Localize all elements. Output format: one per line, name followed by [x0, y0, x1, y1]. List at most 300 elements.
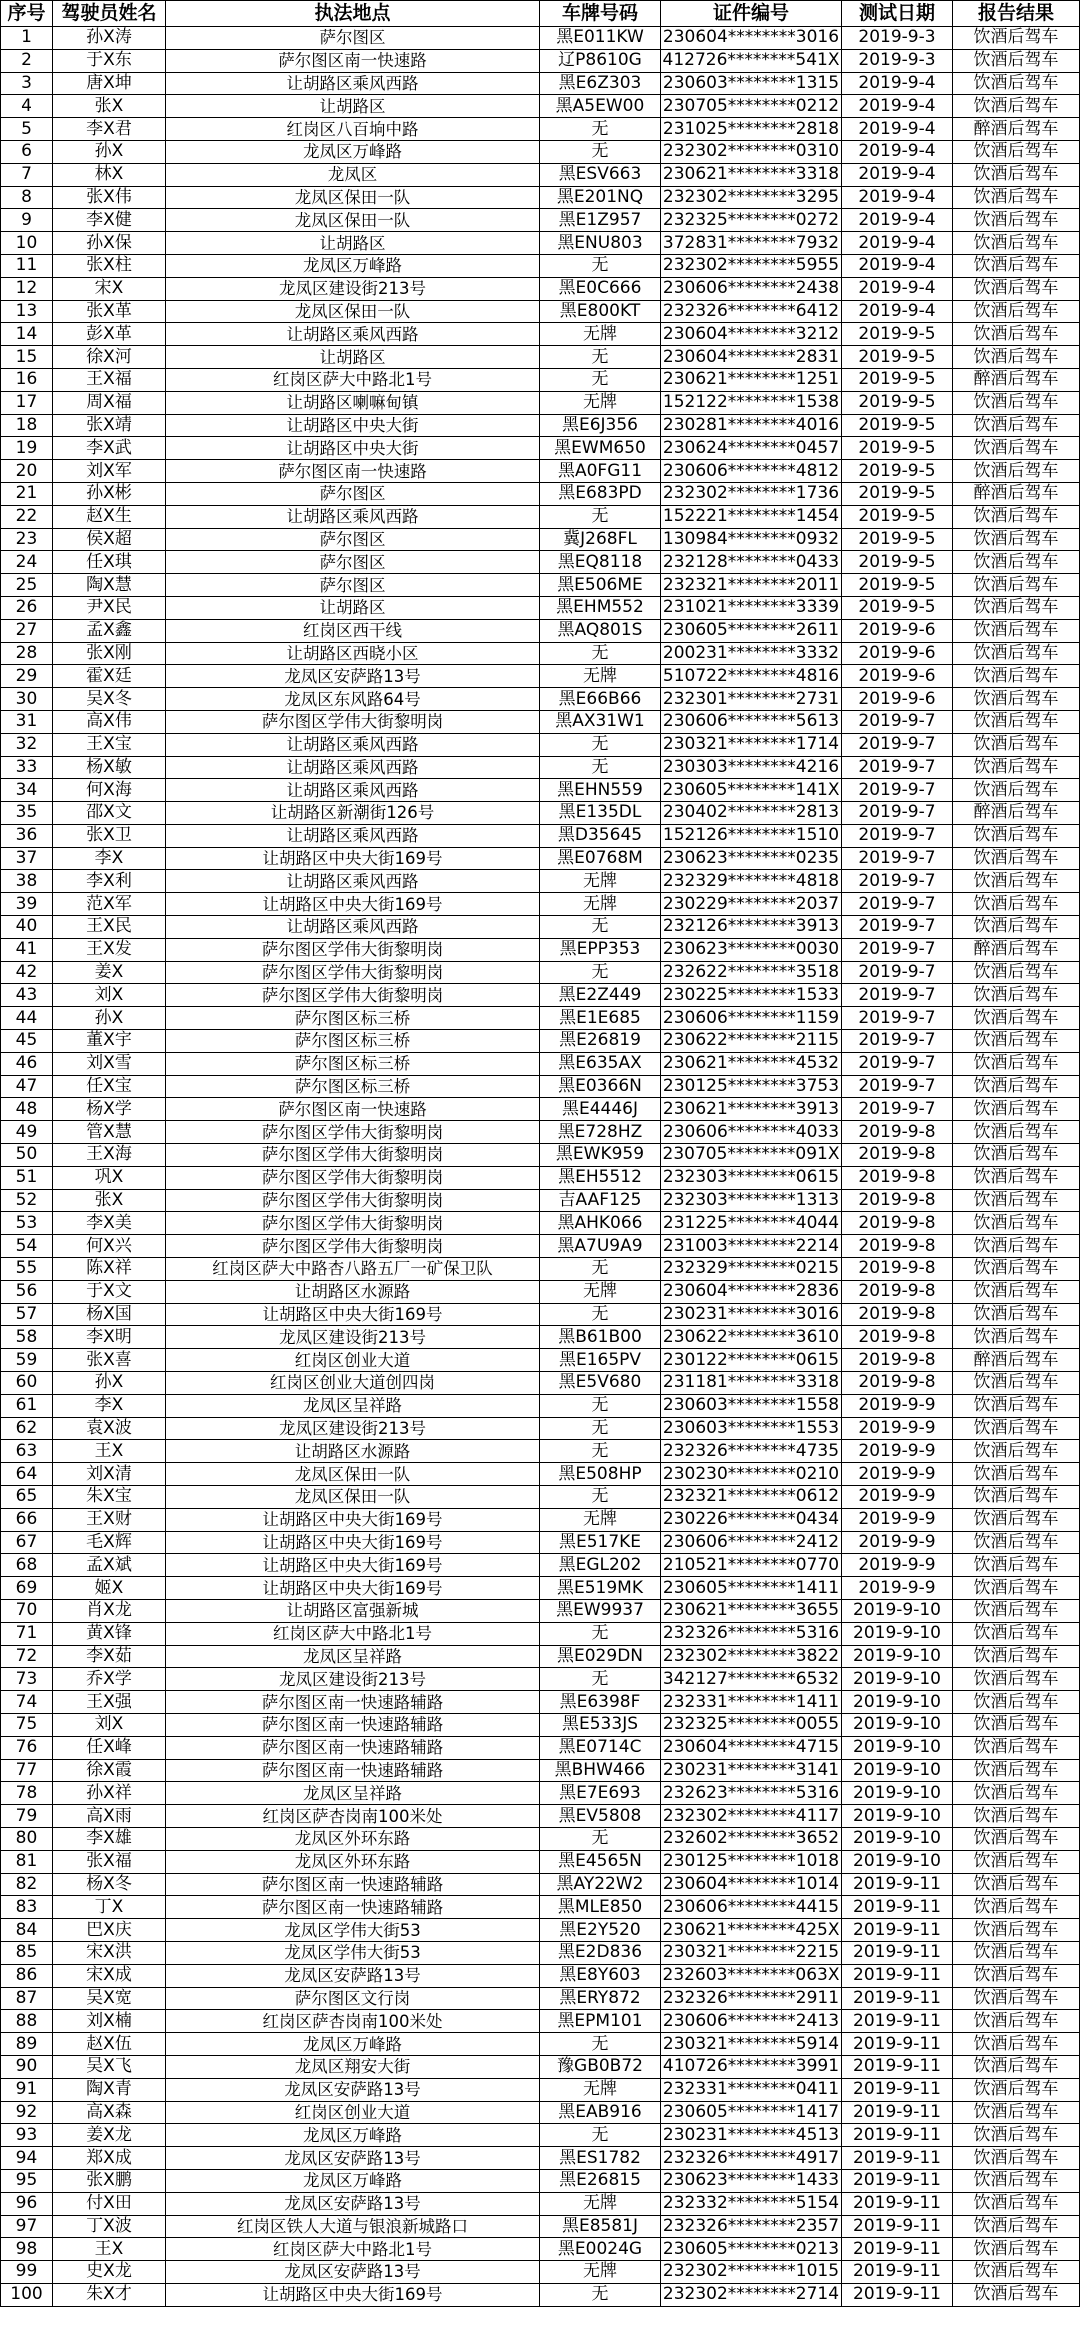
cell-certificate: 232302********3295 [661, 186, 842, 209]
cell-certificate: 230605********1417 [661, 2101, 842, 2124]
table-row [1, 2238, 1080, 2261]
cell-certificate: 230229********2037 [661, 893, 842, 916]
cell-location: 龙凤区安萨路13号 [166, 2078, 540, 2101]
cell-result: 饮酒后驾车 [953, 1941, 1080, 1964]
cell-test-date: 2019-9-3 [842, 27, 953, 50]
cell-plate: 黑EHM552 [540, 596, 661, 619]
cell-test-date: 2019-9-11 [842, 2010, 953, 2033]
table-row [1, 1235, 1080, 1258]
cell-location: 萨尔图区 [166, 27, 540, 50]
cell-plate: 无牌 [540, 893, 661, 916]
table-row [1, 1919, 1080, 1942]
cell-result: 饮酒后驾车 [953, 1075, 1080, 1098]
cell-index: 36 [1, 824, 53, 847]
cell-location: 萨尔图区学伟大街黎明岗 [166, 1121, 540, 1144]
cell-plate: 黑E1E685 [540, 1007, 661, 1030]
table-row [1, 1303, 1080, 1326]
cell-result: 饮酒后驾车 [953, 1987, 1080, 2010]
cell-index: 27 [1, 619, 53, 642]
table-row [1, 2261, 1080, 2284]
table-row [1, 209, 1080, 232]
cell-result: 饮酒后驾车 [953, 2169, 1080, 2192]
cell-location: 萨尔图区学伟大街黎明岗 [166, 1212, 540, 1235]
cell-test-date: 2019-9-9 [842, 1463, 953, 1486]
cell-result: 饮酒后驾车 [953, 1098, 1080, 1121]
cell-driver-name: 刘X [53, 1713, 166, 1736]
cell-index: 78 [1, 1782, 53, 1805]
cell-index: 29 [1, 665, 53, 688]
cell-test-date: 2019-9-5 [842, 551, 953, 574]
cell-certificate: 412726********541X [662, 50, 840, 71]
cell-plate: 无 [540, 1827, 661, 1850]
cell-driver-name: 李X [53, 1394, 166, 1417]
cell-driver-name: 彭X革 [53, 323, 166, 346]
cell-location: 萨尔图区标三桥 [166, 1075, 540, 1098]
table-row [1, 551, 1080, 574]
table-row [1, 254, 1080, 277]
cell-test-date: 2019-9-4 [842, 118, 953, 141]
cell-plate: 黑E6398F [540, 1691, 661, 1714]
cell-driver-name: 孙X彬 [53, 482, 166, 505]
cell-plate: 无牌 [540, 1280, 661, 1303]
cell-test-date: 2019-9-8 [842, 1121, 953, 1144]
cell-test-date: 2019-9-7 [842, 756, 953, 779]
cell-location: 萨尔图区文行岗 [166, 1987, 540, 2010]
cell-index: 37 [1, 847, 53, 870]
cell-test-date: 2019-9-8 [842, 1258, 953, 1281]
cell-location: 龙凤区安萨路13号 [166, 665, 540, 688]
cell-driver-name: 张X刚 [53, 642, 166, 665]
cell-plate: 黑AY22W2 [540, 1873, 661, 1896]
cell-location: 萨尔图区 [166, 528, 540, 551]
table-row [1, 916, 1080, 939]
cell-plate: 黑E26819 [540, 1030, 661, 1053]
cell-result: 饮酒后驾车 [953, 847, 1080, 870]
cell-plate: 无 [540, 1258, 661, 1281]
table-row [1, 1212, 1080, 1235]
table-row [1, 779, 1080, 802]
cell-driver-name: 张X [53, 95, 166, 118]
cell-test-date: 2019-9-11 [842, 1896, 953, 1919]
cell-driver-name: 王X强 [53, 1691, 166, 1714]
cell-plate: 黑E8Y603 [540, 1964, 661, 1987]
cell-result: 饮酒后驾车 [953, 49, 1080, 72]
cell-driver-name: 姜X龙 [53, 2124, 166, 2147]
cell-result: 饮酒后驾车 [953, 1850, 1080, 1873]
cell-plate: 黑E0024G [540, 2238, 661, 2261]
cell-index: 19 [1, 437, 53, 460]
header-plate: 车牌号码 [540, 1, 661, 27]
cell-test-date: 2019-9-8 [842, 1326, 953, 1349]
cell-driver-name: 张X革 [53, 300, 166, 323]
cell-index: 3 [1, 72, 53, 95]
cell-driver-name: 宋X [53, 277, 166, 300]
cell-result: 饮酒后驾车 [953, 2124, 1080, 2147]
cell-driver-name: 乔X学 [53, 1668, 166, 1691]
cell-index: 53 [1, 1212, 53, 1235]
cell-plate: 黑EH5512 [540, 1166, 661, 1189]
cell-certificate: 230623********0235 [661, 847, 842, 870]
cell-driver-name: 李X利 [53, 870, 166, 893]
cell-plate: 黑D35645 [540, 824, 661, 847]
cell-certificate: 232331********1411 [661, 1691, 842, 1714]
cell-location: 萨尔图区学伟大街黎明岗 [166, 1166, 540, 1189]
cell-result: 饮酒后驾车 [953, 2055, 1080, 2078]
cell-index: 32 [1, 733, 53, 756]
table-row [1, 1394, 1080, 1417]
cell-test-date: 2019-9-5 [842, 391, 953, 414]
cell-location: 让胡路区中央大街169号 [166, 1303, 540, 1326]
cell-plate: 黑ESV663 [540, 163, 661, 186]
cell-driver-name: 王X福 [53, 368, 166, 391]
cell-test-date: 2019-9-4 [842, 232, 953, 255]
cell-location: 龙凤区呈祥路 [166, 1645, 540, 1668]
cell-certificate: 232321********0612 [661, 1486, 842, 1509]
table-row [1, 1713, 1080, 1736]
table-row [1, 300, 1080, 323]
cell-location: 红岗区萨杏岗南100米处 [166, 1805, 540, 1828]
cell-index: 40 [1, 916, 53, 939]
cell-index: 22 [1, 505, 53, 528]
table-row [1, 1258, 1080, 1281]
cell-result: 饮酒后驾车 [953, 1668, 1080, 1691]
cell-result: 饮酒后驾车 [953, 1622, 1080, 1645]
cell-result: 饮酒后驾车 [953, 1531, 1080, 1554]
cell-driver-name: 任X琪 [53, 551, 166, 574]
cell-driver-name: 王X发 [53, 938, 166, 961]
cell-result: 饮酒后驾车 [953, 391, 1080, 414]
cell-location: 萨尔图区学伟大街黎明岗 [166, 1144, 540, 1167]
cell-test-date: 2019-9-5 [842, 482, 953, 505]
cell-location: 萨尔图区 [166, 551, 540, 574]
cell-result: 饮酒后驾车 [953, 1326, 1080, 1349]
cell-certificate: 232623********5316 [661, 1782, 842, 1805]
table-row [1, 847, 1080, 870]
cell-driver-name: 杨X国 [53, 1303, 166, 1326]
cell-certificate: 210521********0770 [661, 1554, 842, 1577]
cell-driver-name: 刘X清 [53, 1463, 166, 1486]
cell-driver-name: 宋X成 [53, 1964, 166, 1987]
cell-certificate: 232303********1313 [661, 1189, 842, 1212]
cell-index: 18 [1, 414, 53, 437]
cell-result: 饮酒后驾车 [953, 528, 1080, 551]
cell-driver-name: 王X民 [53, 916, 166, 939]
cell-driver-name: 孙X [53, 1007, 166, 1030]
table-row [1, 1987, 1080, 2010]
cell-certificate: 230231********4513 [661, 2124, 842, 2147]
cell-driver-name: 董X宇 [53, 1030, 166, 1053]
cell-result: 饮酒后驾车 [953, 300, 1080, 323]
cell-plate: 黑E0714C [540, 1736, 661, 1759]
cell-index: 43 [1, 984, 53, 1007]
cell-location: 让胡路区中央大街169号 [166, 1554, 540, 1577]
cell-location: 让胡路区中央大街 [166, 437, 540, 460]
cell-certificate: 230606********4812 [661, 460, 842, 483]
cell-certificate: 230605********2611 [661, 619, 842, 642]
cell-result: 饮酒后驾车 [953, 665, 1080, 688]
table-row [1, 665, 1080, 688]
cell-location: 萨尔图区南一快速路 [166, 49, 540, 72]
cell-test-date: 2019-9-7 [842, 870, 953, 893]
cell-result: 饮酒后驾车 [953, 163, 1080, 186]
cell-result: 饮酒后驾车 [953, 1166, 1080, 1189]
cell-driver-name: 何X兴 [53, 1235, 166, 1258]
cell-test-date: 2019-9-11 [842, 2147, 953, 2170]
cell-certificate: 230122********0615 [661, 1349, 842, 1372]
cell-location: 萨尔图区学伟大街黎明岗 [166, 1189, 540, 1212]
cell-index: 71 [1, 1622, 53, 1645]
cell-result: 饮酒后驾车 [953, 1486, 1080, 1509]
table-row [1, 1166, 1080, 1189]
cell-certificate: 230621********1251 [661, 368, 842, 391]
cell-driver-name: 张X柱 [53, 254, 166, 277]
cell-driver-name: 霍X廷 [53, 665, 166, 688]
cell-driver-name: 陈X祥 [53, 1258, 166, 1281]
cell-index: 63 [1, 1440, 53, 1463]
table-row [1, 140, 1080, 163]
table-row [1, 2010, 1080, 2033]
cell-test-date: 2019-9-7 [842, 984, 953, 1007]
cell-driver-name: 王X海 [53, 1144, 166, 1167]
cell-index: 68 [1, 1554, 53, 1577]
cell-certificate: 230606********2438 [661, 277, 842, 300]
cell-location: 萨尔图区南一快速路辅路 [166, 1873, 540, 1896]
cell-plate: 无牌 [540, 665, 661, 688]
cell-test-date: 2019-9-10 [842, 1805, 953, 1828]
cell-test-date: 2019-9-9 [842, 1554, 953, 1577]
cell-driver-name: 刘X雪 [53, 1052, 166, 1075]
cell-driver-name: 李X茹 [53, 1645, 166, 1668]
table-row [1, 528, 1080, 551]
cell-certificate: 232329********4818 [661, 870, 842, 893]
cell-certificate: 232603********063X [662, 1965, 840, 1986]
cell-plate: 无 [540, 642, 661, 665]
cell-driver-name: 丁X波 [53, 2215, 166, 2238]
table-row [1, 346, 1080, 369]
table-row [1, 1736, 1080, 1759]
cell-plate: 黑E0366N [540, 1075, 661, 1098]
cell-driver-name: 孙X [53, 140, 166, 163]
cell-test-date: 2019-9-10 [842, 1736, 953, 1759]
cell-index: 17 [1, 391, 53, 414]
cell-result: 饮酒后驾车 [953, 414, 1080, 437]
cell-test-date: 2019-9-11 [842, 2078, 953, 2101]
cell-result: 饮酒后驾车 [953, 1645, 1080, 1668]
cell-plate: 黑E26815 [540, 2169, 661, 2192]
cell-certificate: 342127********6532 [661, 1668, 842, 1691]
cell-result: 饮酒后驾车 [953, 574, 1080, 597]
cell-index: 7 [1, 163, 53, 186]
cell-certificate: 231225********4044 [661, 1212, 842, 1235]
cell-index: 89 [1, 2033, 53, 2056]
cell-location: 红岗区萨大中路杏八路五厂一矿保卫队 [166, 1258, 540, 1281]
table-row [1, 802, 1080, 825]
cell-index: 67 [1, 1531, 53, 1554]
cell-result: 饮酒后驾车 [953, 437, 1080, 460]
cell-test-date: 2019-9-10 [842, 1827, 953, 1850]
table-row [1, 49, 1080, 72]
cell-test-date: 2019-9-6 [842, 688, 953, 711]
cell-driver-name: 巩X [53, 1166, 166, 1189]
cell-location: 龙凤区安萨路13号 [166, 1964, 540, 1987]
cell-plate: 黑E135DL [540, 802, 661, 825]
cell-location: 龙凤区 [166, 163, 540, 186]
cell-location: 红岗区萨大中路北1号 [166, 368, 540, 391]
cell-index: 97 [1, 2215, 53, 2238]
cell-index: 28 [1, 642, 53, 665]
cell-test-date: 2019-9-4 [842, 140, 953, 163]
cell-driver-name: 刘X [53, 984, 166, 1007]
cell-result: 醉酒后驾车 [953, 938, 1080, 961]
cell-certificate: 230604********3212 [661, 323, 842, 346]
cell-plate: 无 [540, 505, 661, 528]
cell-plate: 黑E683PD [540, 482, 661, 505]
cell-location: 萨尔图区标三桥 [166, 1030, 540, 1053]
cell-driver-name: 张X [53, 1189, 166, 1212]
cell-test-date: 2019-9-7 [842, 1052, 953, 1075]
cell-plate: 无 [540, 2283, 661, 2306]
cell-certificate: 232326********6412 [661, 300, 842, 323]
cell-driver-name: 毛X辉 [53, 1531, 166, 1554]
cell-certificate: 232326********2911 [661, 1987, 842, 2010]
cell-plate: 黑BHW466 [540, 1759, 661, 1782]
cell-location: 龙凤区学伟大街53 [166, 1941, 540, 1964]
cell-result: 饮酒后驾车 [953, 460, 1080, 483]
cell-location: 龙凤区外环东路 [166, 1850, 540, 1873]
cell-index: 85 [1, 1941, 53, 1964]
cell-certificate: 230606********2412 [661, 1531, 842, 1554]
cell-location: 让胡路区乘风西路 [166, 916, 540, 939]
cell-certificate: 230623********0030 [661, 938, 842, 961]
cell-result: 饮酒后驾车 [953, 1873, 1080, 1896]
table-row [1, 232, 1080, 255]
header-driver-name: 驾驶员姓名 [53, 1, 166, 27]
table-row [1, 2283, 1080, 2306]
cell-test-date: 2019-9-11 [842, 2215, 953, 2238]
cell-certificate: 230603********1558 [661, 1394, 842, 1417]
cell-index: 74 [1, 1691, 53, 1714]
cell-location: 让胡路区中央大街169号 [166, 893, 540, 916]
cell-location: 龙凤区安萨路13号 [166, 2147, 540, 2170]
cell-driver-name: 李X [53, 847, 166, 870]
cell-certificate: 231003********2214 [661, 1235, 842, 1258]
cell-test-date: 2019-9-11 [842, 1919, 953, 1942]
cell-driver-name: 姬X [53, 1577, 166, 1600]
cell-certificate: 230604********4715 [661, 1736, 842, 1759]
cell-driver-name: 李X明 [53, 1326, 166, 1349]
cell-index: 95 [1, 2169, 53, 2192]
cell-index: 38 [1, 870, 53, 893]
cell-location: 萨尔图区 [166, 482, 540, 505]
cell-plate: 黑E6J356 [540, 414, 661, 437]
header-index: 序号 [1, 1, 53, 27]
cell-result: 饮酒后驾车 [953, 1394, 1080, 1417]
table-row [1, 2078, 1080, 2101]
cell-location: 让胡路区乘风西路 [166, 824, 540, 847]
table-row [1, 1007, 1080, 1030]
cell-location: 龙凤区万峰路 [166, 254, 540, 277]
cell-certificate: 230606********1159 [661, 1007, 842, 1030]
cell-result: 饮酒后驾车 [953, 2010, 1080, 2033]
cell-driver-name: 孟X斌 [53, 1554, 166, 1577]
cell-certificate: 152221********1454 [661, 505, 842, 528]
cell-result: 饮酒后驾车 [953, 893, 1080, 916]
cell-location: 龙凤区万峰路 [166, 2169, 540, 2192]
cell-location: 龙凤区万峰路 [166, 2124, 540, 2147]
cell-certificate: 232128********0433 [661, 551, 842, 574]
cell-test-date: 2019-9-7 [842, 1007, 953, 1030]
cell-plate: 黑EPM101 [540, 2010, 661, 2033]
cell-certificate: 232325********0055 [661, 1713, 842, 1736]
cell-result: 饮酒后驾车 [953, 2283, 1080, 2306]
cell-result: 饮酒后驾车 [953, 1440, 1080, 1463]
cell-certificate: 232329********0215 [661, 1258, 842, 1281]
cell-driver-name: 尹X民 [53, 596, 166, 619]
cell-plate: 黑EGL202 [540, 1554, 661, 1577]
cell-plate: 无牌 [540, 391, 661, 414]
cell-driver-name: 王X [53, 2238, 166, 2261]
cell-plate: 无牌 [540, 2261, 661, 2284]
cell-certificate: 230621********3913 [661, 1098, 842, 1121]
cell-plate: 黑A0FG11 [540, 460, 661, 483]
header-certificate: 证件编号 [661, 1, 842, 27]
cell-location: 让胡路区喇嘛甸镇 [166, 391, 540, 414]
cell-driver-name: 于X文 [53, 1280, 166, 1303]
cell-plate: 黑A7U9A9 [540, 1235, 661, 1258]
cell-driver-name: 高X森 [53, 2101, 166, 2124]
table-row [1, 2147, 1080, 2170]
cell-test-date: 2019-9-11 [842, 1987, 953, 2010]
cell-certificate: 230402********2813 [661, 802, 842, 825]
cell-plate: 黑E5V680 [540, 1372, 661, 1395]
cell-location: 龙凤区呈祥路 [166, 1394, 540, 1417]
cell-plate: 黑E728HZ [540, 1121, 661, 1144]
table-row [1, 1075, 1080, 1098]
cell-index: 44 [1, 1007, 53, 1030]
table-row [1, 733, 1080, 756]
cell-driver-name: 孙X保 [53, 232, 166, 255]
cell-test-date: 2019-9-7 [842, 779, 953, 802]
cell-driver-name: 王X财 [53, 1508, 166, 1531]
cell-certificate: 230621********425X [662, 1919, 840, 1940]
cell-result: 饮酒后驾车 [953, 2215, 1080, 2238]
cell-plate: 黑E201NQ [540, 186, 661, 209]
cell-result: 饮酒后驾车 [953, 2147, 1080, 2170]
cell-plate: 黑ERY872 [540, 1987, 661, 2010]
cell-location: 龙凤区万峰路 [166, 2033, 540, 2056]
cell-driver-name: 付X田 [53, 2192, 166, 2215]
cell-certificate: 232326********4735 [661, 1440, 842, 1463]
cell-driver-name: 唐X坤 [53, 72, 166, 95]
cell-plate: 黑EWM650 [540, 437, 661, 460]
cell-test-date: 2019-9-8 [842, 1212, 953, 1235]
cell-index: 21 [1, 482, 53, 505]
table-row [1, 1280, 1080, 1303]
cell-result: 饮酒后驾车 [953, 1463, 1080, 1486]
cell-plate: 黑ES1782 [540, 2147, 661, 2170]
cell-test-date: 2019-9-9 [842, 1417, 953, 1440]
cell-certificate: 200231********3332 [661, 642, 842, 665]
cell-plate: 无 [540, 756, 661, 779]
cell-test-date: 2019-9-4 [842, 72, 953, 95]
cell-plate: 黑AX31W1 [540, 710, 661, 733]
cell-certificate: 230125********3753 [661, 1075, 842, 1098]
cell-plate: 黑EWK959 [540, 1144, 661, 1167]
cell-plate: 黑E635AX [540, 1052, 661, 1075]
table-row [1, 1850, 1080, 1873]
table-row [1, 1121, 1080, 1144]
table-row [1, 688, 1080, 711]
